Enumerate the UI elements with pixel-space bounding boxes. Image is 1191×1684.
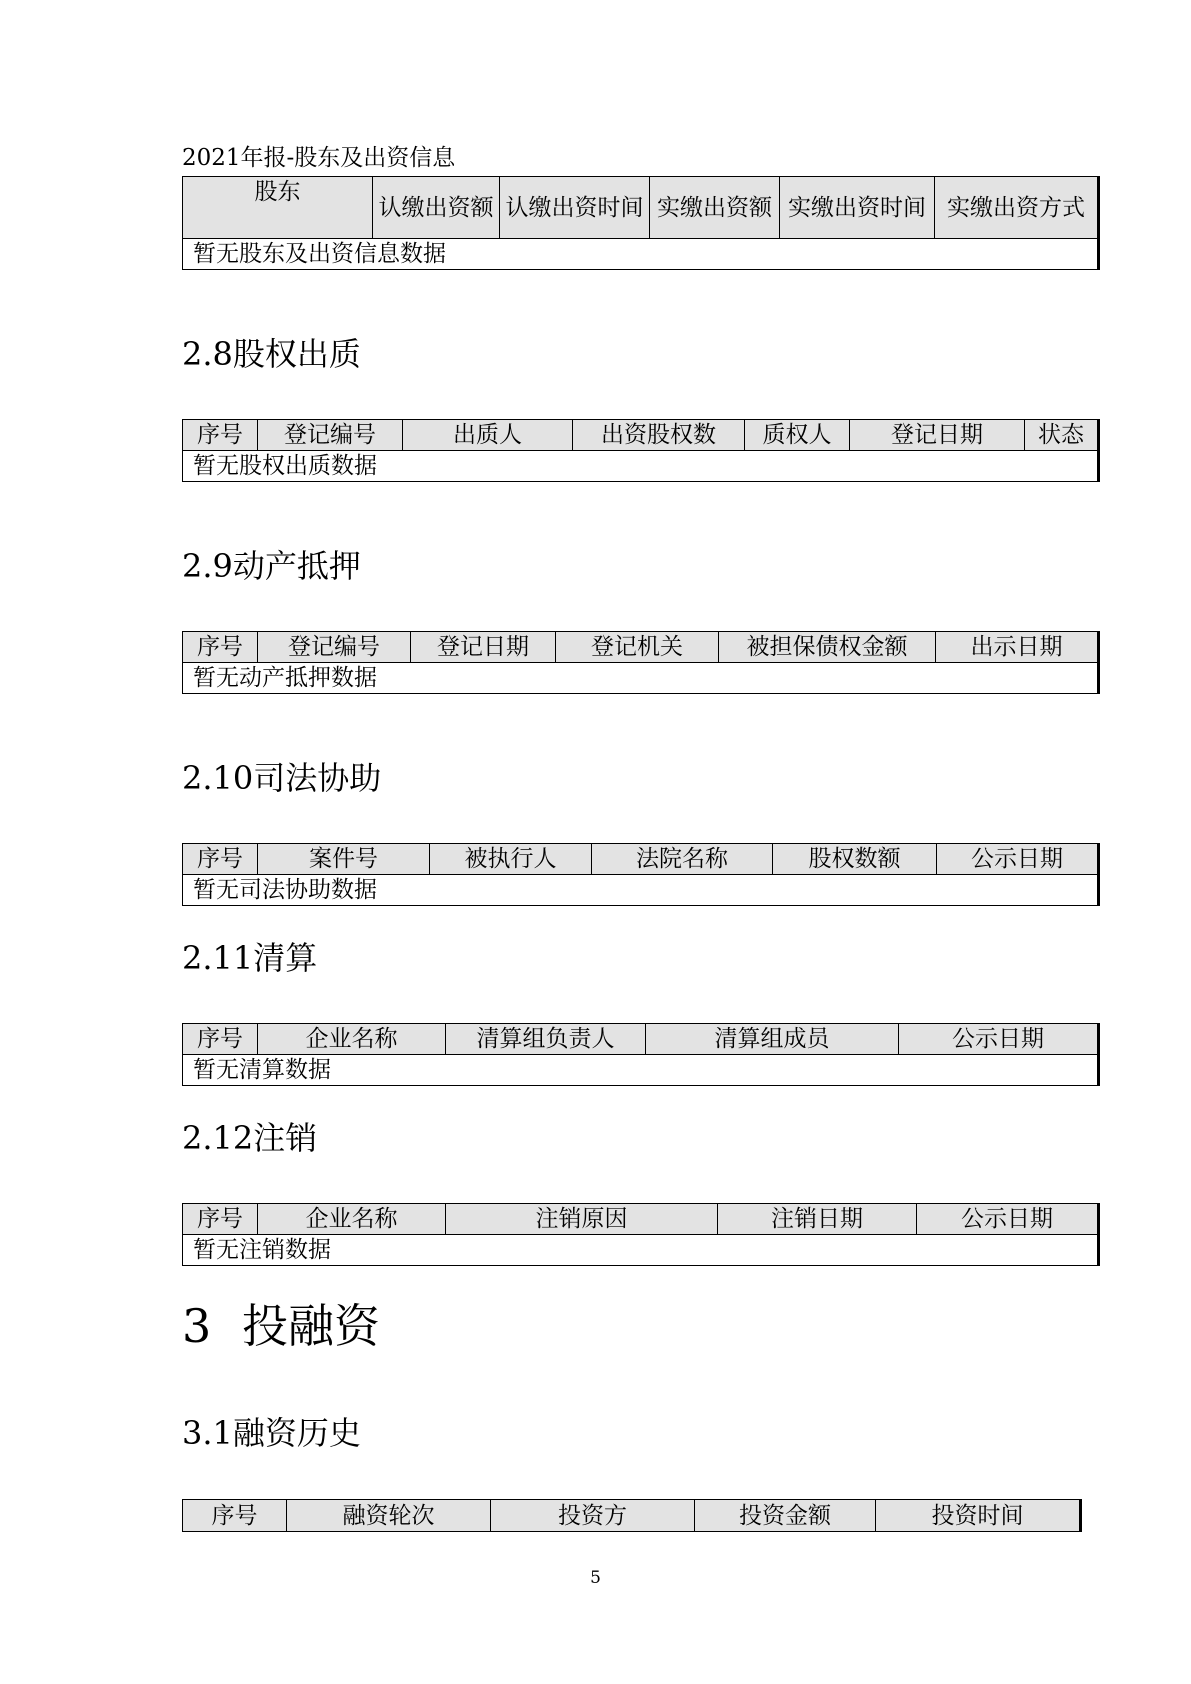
header-cell: 公示日期 (937, 844, 1099, 875)
header-cell: 融资轮次 (287, 1500, 491, 1532)
header-cell: 公示日期 (899, 1024, 1099, 1055)
section-heading-2-10: 2.10司法协助 (182, 759, 382, 797)
section-heading-2-8: 2.8股权出质 (182, 335, 361, 373)
header-cell: 序号 (183, 1500, 287, 1532)
chapter-title: 投融资 (242, 1299, 380, 1353)
header-cell: 序号 (183, 1024, 258, 1055)
header-cell: 质权人 (745, 420, 850, 451)
chapter-number: 3 (182, 1299, 212, 1353)
section-heading-2-9: 2.9动产抵押 (182, 547, 361, 585)
header-cell: 投资时间 (876, 1500, 1081, 1532)
judicial-assistance-table (182, 843, 1100, 906)
header-cell: 被担保债权金额 (719, 632, 936, 663)
table-header-row (183, 420, 1099, 451)
header-cell: 清算组负责人 (446, 1024, 646, 1055)
empty-message: 暂无清算数据 (183, 1055, 1099, 1086)
empty-message: 暂无注销数据 (183, 1235, 1099, 1266)
chattel-mortgage-table (182, 631, 1100, 694)
header-cell: 认缴出资额 (373, 177, 500, 239)
header-cell: 股东 (183, 177, 373, 239)
table-header-row (183, 177, 1099, 239)
section-heading-2-12: 2.12注销 (182, 1119, 318, 1157)
financing-history-table (182, 1499, 1082, 1532)
section-heading-3-1: 3.1融资历史 (182, 1414, 361, 1452)
table-header-row (183, 844, 1099, 875)
empty-row (183, 451, 1099, 482)
header-cell: 企业名称 (258, 1024, 446, 1055)
header-cell: 注销日期 (718, 1204, 917, 1235)
table-header-row (183, 1024, 1099, 1055)
shareholder-table (182, 176, 1100, 270)
header-cell: 出示日期 (936, 632, 1099, 663)
header-cell: 实缴出资额 (650, 177, 780, 239)
header-cell: 出资股权数 (573, 420, 745, 451)
empty-message: 暂无动产抵押数据 (183, 663, 1099, 694)
header-cell: 登记编号 (258, 420, 403, 451)
empty-row (183, 875, 1099, 906)
equity-pledge-table (182, 419, 1100, 482)
header-cell: 序号 (183, 844, 258, 875)
header-cell: 被执行人 (430, 844, 592, 875)
header-cell: 登记机关 (556, 632, 719, 663)
header-cell: 公示日期 (917, 1204, 1099, 1235)
empty-row (183, 239, 1099, 270)
header-cell: 案件号 (258, 844, 430, 875)
chapter-heading-3 (182, 1298, 380, 1354)
table-header-row (183, 1204, 1099, 1235)
liquidation-table (182, 1023, 1100, 1086)
header-cell: 序号 (183, 632, 258, 663)
header-cell: 清算组成员 (646, 1024, 899, 1055)
header-cell: 序号 (183, 420, 258, 451)
empty-message: 暂无股东及出资信息数据 (183, 239, 1099, 270)
empty-row (183, 663, 1099, 694)
header-cell: 登记编号 (258, 632, 411, 663)
empty-message: 暂无股权出质数据 (183, 451, 1099, 482)
header-cell: 实缴出资时间 (780, 177, 935, 239)
header-cell: 状态 (1025, 420, 1099, 451)
section-heading-2-11: 2.11清算 (182, 939, 318, 977)
header-cell: 投资方 (491, 1500, 695, 1532)
header-cell: 登记日期 (411, 632, 556, 663)
header-cell: 企业名称 (258, 1204, 446, 1235)
empty-row (183, 1235, 1099, 1266)
header-cell: 登记日期 (850, 420, 1025, 451)
header-cell: 投资金额 (695, 1500, 876, 1532)
header-cell: 股权数额 (773, 844, 937, 875)
header-cell: 注销原因 (446, 1204, 718, 1235)
header-cell: 出质人 (403, 420, 573, 451)
header-cell: 法院名称 (592, 844, 773, 875)
header-cell: 实缴出资方式 (935, 177, 1099, 239)
header-cell: 认缴出资时间 (500, 177, 650, 239)
deregistration-table (182, 1203, 1100, 1266)
table-header-row (183, 632, 1099, 663)
page-number: 5 (590, 1568, 601, 1588)
empty-message: 暂无司法协助数据 (183, 875, 1099, 906)
annual-report-caption: 2021年报-股东及出资信息 (182, 145, 456, 171)
header-cell: 序号 (183, 1204, 258, 1235)
empty-row (183, 1055, 1099, 1086)
table-header-row (183, 1500, 1081, 1532)
